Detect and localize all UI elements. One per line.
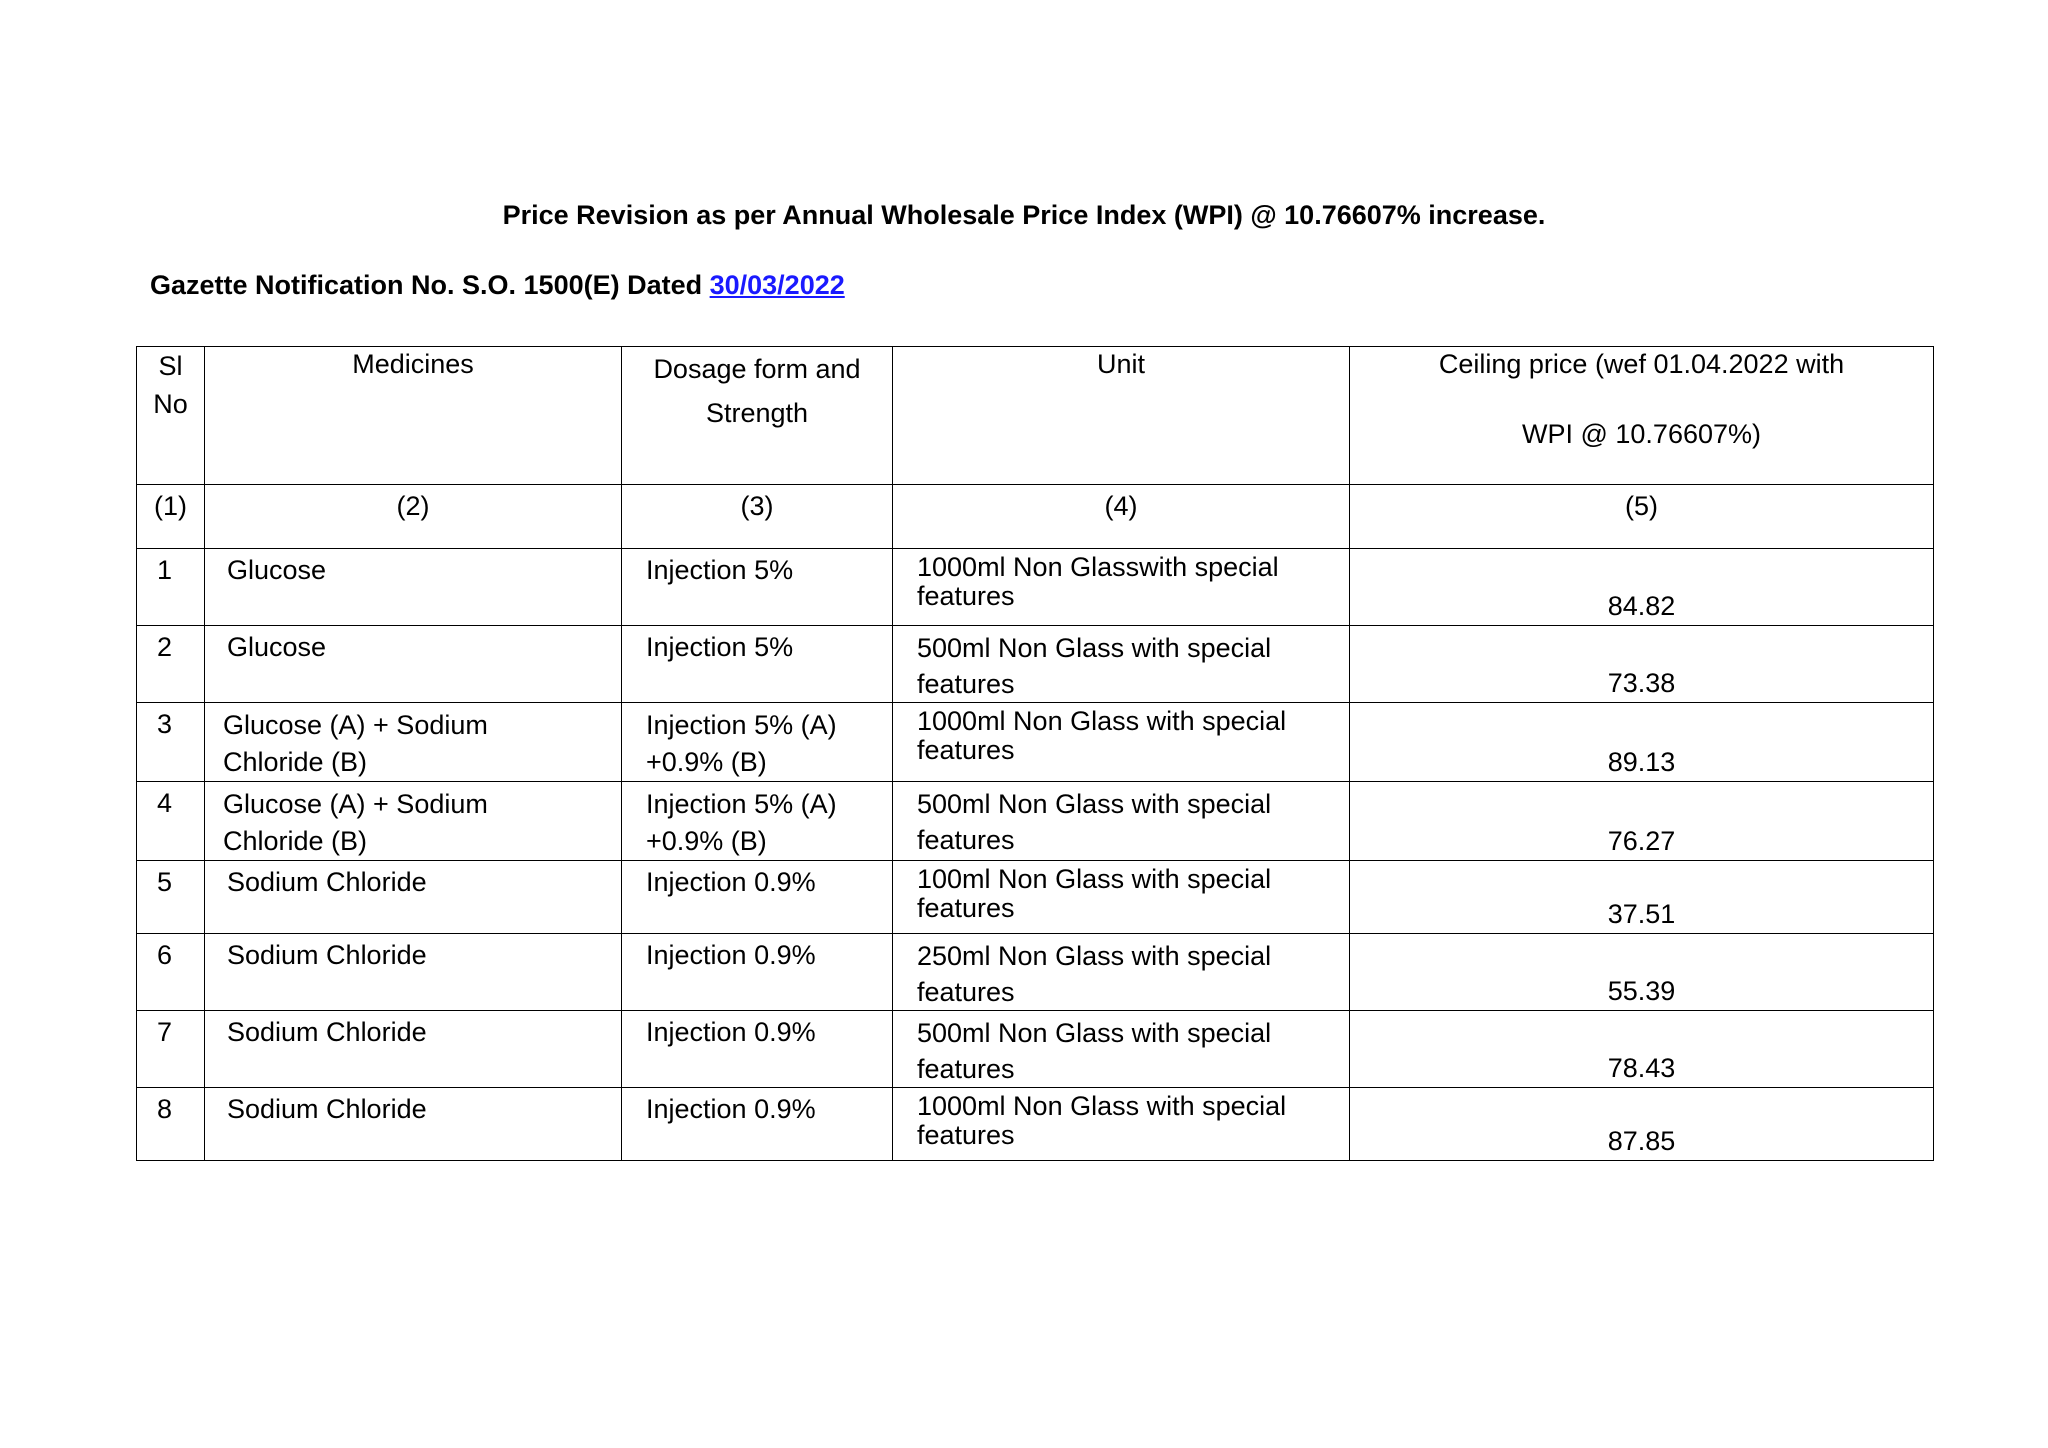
medicine-line: Sodium Chloride <box>227 867 427 897</box>
unit-line: 1000ml Non Glass with special <box>917 1091 1287 1121</box>
medicine-line: Glucose <box>227 632 327 662</box>
medicine-cell <box>205 861 622 934</box>
dosage-cell <box>622 549 893 626</box>
sl-no-cell: 3 <box>137 703 205 782</box>
sl-no-cell: 1 <box>137 549 205 626</box>
sl-no-cell: 7 <box>137 1011 205 1088</box>
sl-no-cell: 8 <box>137 1088 205 1161</box>
medicine-line: Chloride (B) <box>223 826 368 856</box>
header-dosage <box>622 347 893 485</box>
medicine-cell <box>205 782 622 861</box>
unit-cell <box>893 782 1350 861</box>
unit-cell <box>893 549 1350 626</box>
table-row <box>137 1011 1934 1088</box>
dosage-cell <box>622 861 893 934</box>
header-unit-text: Unit <box>1096 349 1145 379</box>
sl-no-cell: 6 <box>137 934 205 1011</box>
unit-line: features <box>917 581 1015 611</box>
medicine-line: Glucose <box>227 555 327 585</box>
dosage-line: Injection 0.9% <box>646 940 816 970</box>
sl-no-cell: 4 <box>137 782 205 861</box>
unit-line: features <box>917 977 1015 1007</box>
unit-line: 500ml Non Glass with special <box>917 789 1272 819</box>
sl-no-cell: 5 <box>137 861 205 934</box>
unit-line: 100ml Non Glass with special <box>917 864 1272 894</box>
price-cell: 84.82 <box>1350 549 1934 626</box>
sl-no-cell: 2 <box>137 626 205 703</box>
header-no-text: No <box>153 389 188 419</box>
medicine-line: Sodium Chloride <box>227 1094 427 1124</box>
medicine-line: Sodium Chloride <box>227 1017 427 1047</box>
header-ceiling-text: Ceiling price (wef 01.04.2022 with <box>1438 349 1845 379</box>
unit-cell <box>893 703 1350 782</box>
unit-line: 250ml Non Glass with special <box>917 941 1272 971</box>
ceiling-price-table <box>136 346 1934 1161</box>
unit-cell <box>893 861 1350 934</box>
document-title: Price Revision as per Annual Wholesale Price Index (WPI) @ 10.76607% increase. <box>502 200 1546 230</box>
medicine-cell <box>205 703 622 782</box>
unit-line: 1000ml Non Glasswith special <box>917 552 1279 582</box>
gazette-date-link[interactable]: 30/03/2022 <box>709 270 845 300</box>
unit-line: features <box>917 1120 1015 1150</box>
header-ceiling-price <box>1350 347 1934 485</box>
dosage-cell <box>622 1088 893 1161</box>
column-number: (4) <box>893 485 1350 549</box>
dosage-cell <box>622 1011 893 1088</box>
table-row <box>137 549 1934 626</box>
medicine-line: Glucose (A) + Sodium <box>223 789 488 819</box>
unit-line: 500ml Non Glass with special <box>917 633 1272 663</box>
price-cell: 87.85 <box>1350 1088 1934 1161</box>
dosage-cell <box>622 703 893 782</box>
unit-line: 1000ml Non Glass with special <box>917 706 1287 736</box>
medicine-cell <box>205 549 622 626</box>
header-medicines-text: Medicines <box>352 349 474 379</box>
medicine-line: Chloride (B) <box>223 747 368 777</box>
dosage-line: Injection 0.9% <box>646 1094 816 1124</box>
unit-line: 500ml Non Glass with special <box>917 1018 1272 1048</box>
header-strength-text: Strength <box>705 398 809 428</box>
dosage-line: Injection 0.9% <box>646 1017 816 1047</box>
header-wpi-text: WPI @ 10.76607%) <box>1521 419 1762 449</box>
dosage-cell <box>622 934 893 1011</box>
unit-cell <box>893 1011 1350 1088</box>
table-header-row <box>137 347 1934 485</box>
price-cell: 73.38 <box>1350 626 1934 703</box>
medicine-line: Sodium Chloride <box>227 940 427 970</box>
unit-line: features <box>917 735 1015 765</box>
unit-cell <box>893 1088 1350 1161</box>
dosage-line: Injection 5% <box>646 555 794 585</box>
dosage-line: +0.9% (B) <box>646 747 767 777</box>
column-number: (5) <box>1350 485 1934 549</box>
dosage-line: Injection 5% (A) <box>646 789 837 819</box>
header-sl-no <box>137 347 205 485</box>
dosage-line: Injection 0.9% <box>646 867 816 897</box>
medicine-cell <box>205 934 622 1011</box>
price-cell: 55.39 <box>1350 934 1934 1011</box>
table-row <box>137 626 1934 703</box>
unit-cell <box>893 934 1350 1011</box>
table-row <box>137 1088 1934 1161</box>
unit-cell <box>893 626 1350 703</box>
price-cell: 76.27 <box>1350 782 1934 861</box>
unit-line: features <box>917 1054 1015 1084</box>
medicine-cell <box>205 1011 622 1088</box>
dosage-line: Injection 5% (A) <box>646 710 837 740</box>
dosage-line: +0.9% (B) <box>646 826 767 856</box>
unit-line: features <box>917 825 1015 855</box>
gazette-notification <box>150 268 845 302</box>
header-dosage-text: Dosage form and <box>653 354 861 384</box>
unit-line: features <box>917 669 1015 699</box>
header-sl-text: Sl <box>158 351 183 381</box>
column-number: (2) <box>205 485 622 549</box>
column-number: (1) <box>137 485 205 549</box>
header-medicines <box>205 347 622 485</box>
column-number: (3) <box>622 485 893 549</box>
dosage-cell <box>622 782 893 861</box>
header-unit <box>893 347 1350 485</box>
price-cell: 37.51 <box>1350 861 1934 934</box>
dosage-line: Injection 5% <box>646 632 794 662</box>
gazette-notification-text: Gazette Notification No. S.O. 1500(E) Dated <box>150 270 710 300</box>
dosage-cell <box>622 626 893 703</box>
price-cell: 89.13 <box>1350 703 1934 782</box>
medicine-cell <box>205 626 622 703</box>
table-row <box>137 861 1934 934</box>
table-row <box>137 934 1934 1011</box>
medicine-cell <box>205 1088 622 1161</box>
table-row <box>137 703 1934 782</box>
table-row <box>137 782 1934 861</box>
unit-line: features <box>917 893 1015 923</box>
price-cell: 78.43 <box>1350 1011 1934 1088</box>
column-number-row <box>137 485 1934 549</box>
medicine-line: Glucose (A) + Sodium <box>223 710 488 740</box>
